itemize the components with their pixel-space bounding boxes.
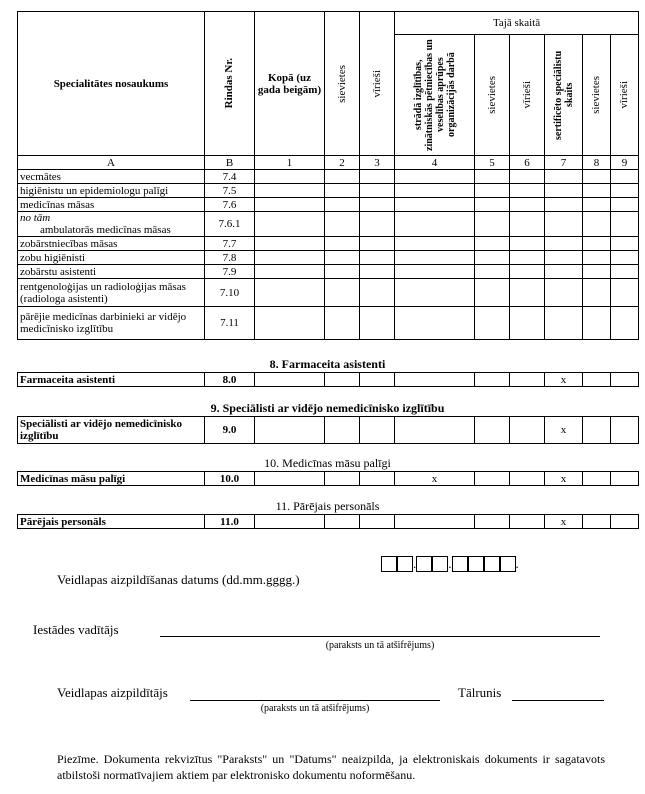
table-row — [18, 237, 639, 251]
cell-4[interactable] — [395, 265, 475, 279]
cell-9[interactable] — [611, 212, 639, 237]
cell-6[interactable] — [510, 515, 545, 529]
cell-5[interactable] — [475, 184, 510, 198]
cell-9[interactable] — [611, 265, 639, 279]
cell-9[interactable] — [611, 515, 639, 529]
cell-8[interactable] — [583, 170, 611, 184]
cell-3[interactable] — [360, 251, 395, 265]
cell-2[interactable] — [325, 417, 360, 444]
cell-3[interactable] — [360, 170, 395, 184]
cell-2[interactable] — [325, 472, 360, 486]
section-title-9: 9. Speciālisti ar vidējo nemedicīnisko izglītību — [210, 401, 445, 415]
cell-7[interactable] — [545, 170, 583, 184]
row-nr: 7.6 — [205, 198, 255, 212]
section-table-9 — [17, 416, 639, 444]
col-code: 9 — [611, 156, 639, 170]
header-women: sievietes — [325, 12, 360, 156]
cell-2[interactable] — [325, 279, 360, 307]
table-row — [18, 265, 639, 279]
cell-4: x — [395, 472, 475, 486]
row-nr: 7.4 — [205, 170, 255, 184]
section-nr: 9.0 — [205, 417, 255, 444]
row-name: pārējie medicīnas darbinieki ar vidējo medicīnisko izglītību — [18, 307, 205, 340]
cell-3[interactable] — [360, 184, 395, 198]
cell-5[interactable] — [475, 373, 510, 387]
section-name: Medicīnas māsu palīgi — [18, 472, 205, 486]
col-codes-row — [18, 156, 639, 170]
table-row — [18, 212, 639, 237]
cell-3[interactable] — [360, 307, 395, 340]
header-women3: sievietes — [583, 35, 611, 156]
cell-3[interactable] — [360, 373, 395, 387]
cell-8[interactable] — [583, 198, 611, 212]
cell-2[interactable] — [325, 373, 360, 387]
cell-6[interactable] — [510, 373, 545, 387]
cell-8[interactable] — [583, 373, 611, 387]
cell-8[interactable] — [583, 237, 611, 251]
cell-8[interactable] — [583, 417, 611, 444]
cell-2[interactable] — [325, 184, 360, 198]
cell-6[interactable] — [510, 170, 545, 184]
section-nr: 8.0 — [205, 373, 255, 387]
cell-4[interactable] — [395, 170, 475, 184]
section-title-11: 11. Pārējais personāls — [275, 499, 380, 513]
cell-5[interactable] — [475, 170, 510, 184]
cell-3[interactable] — [360, 212, 395, 237]
section-nr: 10.0 — [205, 472, 255, 486]
cell-1[interactable] — [255, 251, 325, 265]
cell-7: x — [545, 417, 583, 444]
cell-8[interactable] — [583, 265, 611, 279]
cell-9[interactable] — [611, 472, 639, 486]
cell-4[interactable] — [395, 279, 475, 307]
cell-6[interactable] — [510, 212, 545, 237]
cell-2[interactable] — [325, 237, 360, 251]
table-row — [18, 307, 639, 340]
cell-3[interactable] — [360, 279, 395, 307]
table-row — [18, 279, 639, 307]
cell-1[interactable] — [255, 307, 325, 340]
header-incl: Tajā skaitā — [395, 12, 639, 35]
filler-sign-hint: (paraksts un tā atšifrējums) — [260, 703, 370, 714]
row-name: zobārstu asistenti — [18, 265, 205, 279]
cell-6[interactable] — [510, 184, 545, 198]
row-name: medicīnas māsas — [18, 198, 205, 212]
cell-9[interactable] — [611, 237, 639, 251]
cell-6[interactable] — [510, 307, 545, 340]
header-spec: Specialitātes nosaukums — [18, 12, 205, 156]
cell-2[interactable] — [325, 307, 360, 340]
cell-1[interactable] — [255, 472, 325, 486]
row-name: higiēnistu un epidemiologu palīgi — [18, 184, 205, 198]
row-name: zobu higiēnisti — [18, 251, 205, 265]
cell-8[interactable] — [583, 212, 611, 237]
cell-9[interactable] — [611, 307, 639, 340]
cell-5[interactable] — [475, 265, 510, 279]
table-row — [18, 170, 639, 184]
col-code: 3 — [360, 156, 395, 170]
row-name: zobārstniecības māsas — [18, 237, 205, 251]
header-cert: sertificēto speciālistu skaits — [545, 35, 583, 156]
cell-7[interactable] — [545, 251, 583, 265]
cell-3[interactable] — [360, 515, 395, 529]
cell-1[interactable] — [255, 237, 325, 251]
cell-3[interactable] — [360, 417, 395, 444]
cell-9[interactable] — [611, 251, 639, 265]
col-code: 2 — [325, 156, 360, 170]
cell-6[interactable] — [510, 279, 545, 307]
cell-7[interactable] — [545, 212, 583, 237]
filler-label: Veidlapas aizpildītājs — [57, 685, 168, 700]
cell-1[interactable] — [255, 170, 325, 184]
cell-4[interactable] — [395, 251, 475, 265]
cell-4 — [395, 373, 475, 387]
header-women2: sievietes — [475, 35, 510, 156]
row-nr: 7.8 — [205, 251, 255, 265]
cell-7: x — [545, 373, 583, 387]
head-sign-hint: (paraksts un tā atšifrējums) — [325, 640, 435, 651]
row-nr: 7.6.1 — [205, 212, 255, 237]
header-men3: vīrieši — [611, 35, 639, 156]
cell-8[interactable] — [583, 184, 611, 198]
cell-1[interactable] — [255, 279, 325, 307]
cell-4 — [395, 515, 475, 529]
col-code: A — [18, 156, 205, 170]
cell-1[interactable] — [255, 373, 325, 387]
row-nr: 7.9 — [205, 265, 255, 279]
cell-9[interactable] — [611, 373, 639, 387]
cell-3[interactable] — [360, 198, 395, 212]
cell-3[interactable] — [360, 472, 395, 486]
row-nr: 7.5 — [205, 184, 255, 198]
date-boxes[interactable]: . . . — [381, 556, 519, 572]
col-code: 1 — [255, 156, 325, 170]
cell-2[interactable] — [325, 265, 360, 279]
col-code: 7 — [545, 156, 583, 170]
cell-5[interactable] — [475, 472, 510, 486]
header-row-nr: Rindas Nr. — [205, 12, 255, 156]
cell-7: x — [545, 472, 583, 486]
row-name: vecmātes — [18, 170, 205, 184]
cell-4[interactable] — [395, 184, 475, 198]
cell-5[interactable] — [475, 417, 510, 444]
cell-9[interactable] — [611, 170, 639, 184]
section-table-11 — [17, 514, 639, 529]
cell-7[interactable] — [545, 198, 583, 212]
cell-5[interactable] — [475, 307, 510, 340]
section-nr: 11.0 — [205, 515, 255, 529]
col-code: 8 — [583, 156, 611, 170]
header-men: vīrieši — [360, 12, 395, 156]
table-row — [18, 251, 639, 265]
section-table-8 — [17, 372, 639, 387]
row-nr: 7.11 — [205, 307, 255, 340]
section-name: Speciālisti ar vidējo nemedicīnisko izglītību — [18, 417, 205, 444]
head-sign-line[interactable] — [160, 622, 600, 637]
phone-line[interactable] — [512, 685, 604, 701]
cell-7[interactable] — [545, 265, 583, 279]
cell-9[interactable] — [611, 279, 639, 307]
cell-9[interactable] — [611, 417, 639, 444]
cell-7: x — [545, 515, 583, 529]
cell-9[interactable] — [611, 198, 639, 212]
cell-4[interactable] — [395, 198, 475, 212]
col-code: B — [205, 156, 255, 170]
cell-6[interactable] — [510, 198, 545, 212]
cell-4 — [395, 417, 475, 444]
cell-8[interactable] — [583, 251, 611, 265]
cell-1[interactable] — [255, 212, 325, 237]
cell-5[interactable] — [475, 279, 510, 307]
cell-1[interactable] — [255, 515, 325, 529]
cell-6[interactable] — [510, 237, 545, 251]
cell-6[interactable] — [510, 265, 545, 279]
cell-1[interactable] — [255, 184, 325, 198]
row-name: rentgenoloģijas un radioloģijas māsas (radiologa asistenti) — [18, 279, 205, 307]
row-name: no tām ambulatorās medicīnas māsas — [18, 212, 205, 237]
cell-7[interactable] — [545, 184, 583, 198]
section-name: Pārējais personāls — [18, 515, 205, 529]
cell-5[interactable] — [475, 237, 510, 251]
cell-9[interactable] — [611, 184, 639, 198]
cell-4[interactable] — [395, 212, 475, 237]
phone-label: Tālrunis — [458, 685, 502, 700]
main-table — [17, 11, 639, 340]
cell-7[interactable] — [545, 307, 583, 340]
cell-4[interactable] — [395, 237, 475, 251]
cell-5[interactable] — [475, 212, 510, 237]
cell-2[interactable] — [325, 170, 360, 184]
cell-6[interactable] — [510, 472, 545, 486]
cell-8[interactable] — [583, 515, 611, 529]
cell-2[interactable] — [325, 212, 360, 237]
cell-3[interactable] — [360, 265, 395, 279]
section-name: Farmaceita asistenti — [18, 373, 205, 387]
col-code: 6 — [510, 156, 545, 170]
head-label: Iestādes vadītājs — [33, 622, 119, 637]
cell-5[interactable] — [475, 515, 510, 529]
cell-7[interactable] — [545, 279, 583, 307]
col-code: 4 — [395, 156, 475, 170]
footer-note: Piezīme. Dokumenta rekvizītus "Paraksts" un "Datums" neaizpilda, ja elektroniskais dokuments ir sagatavots atbilstoši normatīvajiem aktiem par elektronisko dokumentu noformēšanu. — [57, 752, 605, 782]
cell-5[interactable] — [475, 198, 510, 212]
cell-8[interactable] — [583, 279, 611, 307]
cell-1[interactable] — [255, 198, 325, 212]
section-table-10 — [17, 471, 639, 486]
cell-6[interactable] — [510, 417, 545, 444]
cell-2[interactable] — [325, 198, 360, 212]
section-title-8: 8. Farmaceita asistenti — [269, 357, 386, 371]
header-men2: vīrieši — [510, 35, 545, 156]
cell-1[interactable] — [255, 265, 325, 279]
cell-8[interactable] — [583, 472, 611, 486]
cell-5[interactable] — [475, 251, 510, 265]
cell-4[interactable] — [395, 307, 475, 340]
col-code: 5 — [475, 156, 510, 170]
cell-7[interactable] — [545, 237, 583, 251]
cell-2[interactable] — [325, 251, 360, 265]
filler-sign-line[interactable] — [190, 685, 440, 701]
row-nr: 7.10 — [205, 279, 255, 307]
table-row — [18, 184, 639, 198]
cell-3[interactable] — [360, 237, 395, 251]
header-edu: strādā izglītības, zinātniskās pētniecības un veselības aprūpes organizācijās darbā — [395, 35, 475, 156]
header-total: Kopā (uz gada beigām) — [255, 12, 325, 156]
cell-2[interactable] — [325, 515, 360, 529]
cell-1[interactable] — [255, 417, 325, 444]
table-row — [18, 198, 639, 212]
section-title-10: 10. Medicīnas māsu palīgi — [264, 456, 391, 470]
date-label: Veidlapas aizpildīšanas datums (dd.mm.gggg.) — [57, 572, 300, 587]
cell-8[interactable] — [583, 307, 611, 340]
row-nr: 7.7 — [205, 237, 255, 251]
cell-6[interactable] — [510, 251, 545, 265]
